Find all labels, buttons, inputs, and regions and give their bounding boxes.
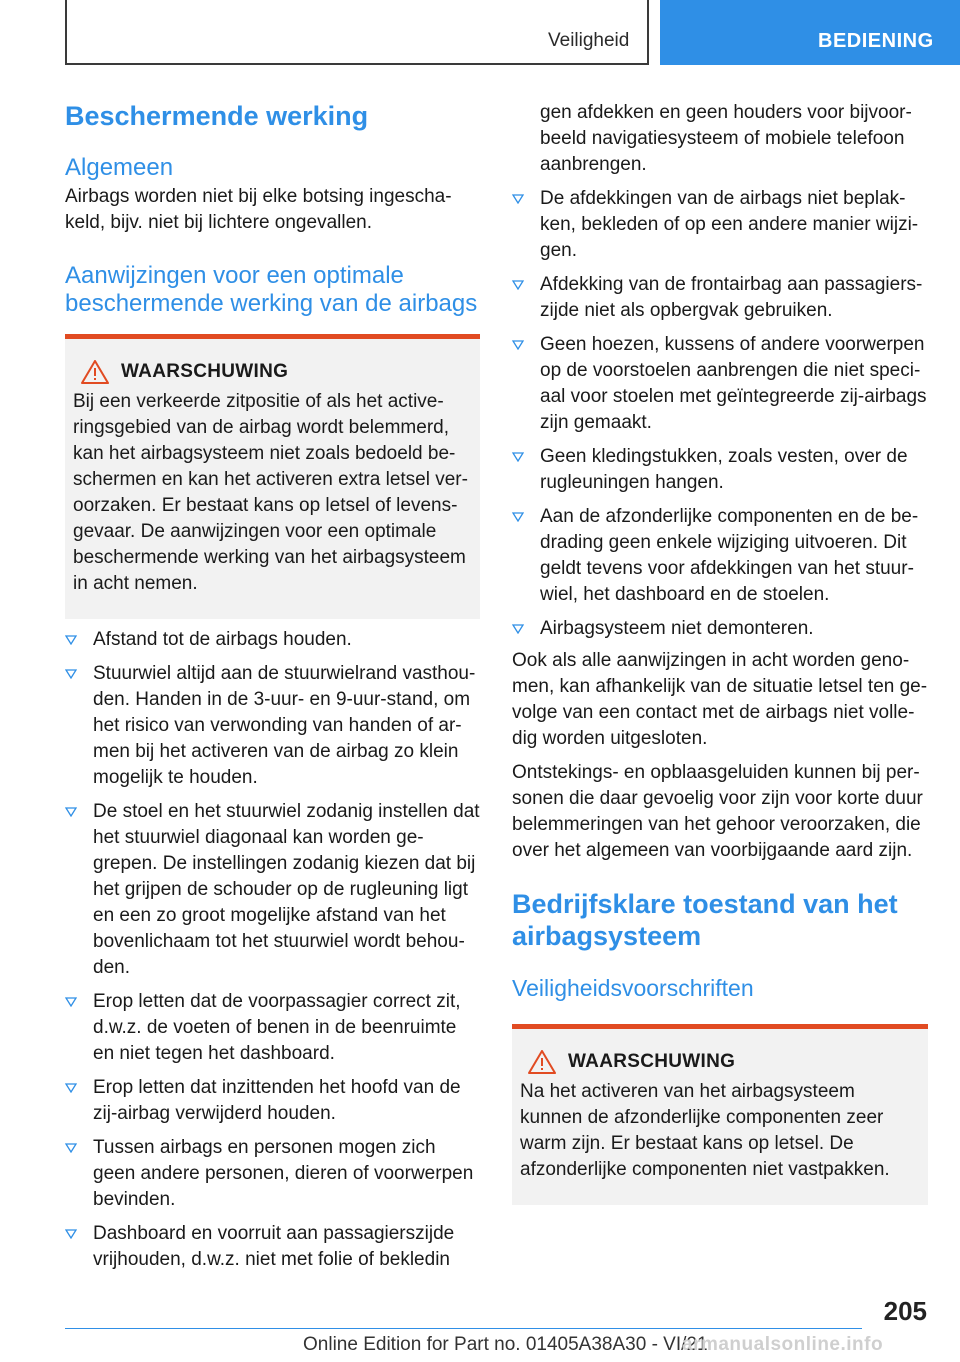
list-item: Afstand tot de airbags houden. xyxy=(65,627,480,653)
guideline-list-continued xyxy=(512,100,928,642)
list-item: Airbagsysteem niet demonteren. xyxy=(512,616,928,642)
list-item: Tussen airbags en personen mogen zich geen andere personen, dieren of voorwerpen bevinden. xyxy=(65,1135,480,1213)
page-number: 205 xyxy=(883,1296,927,1326)
warning-title: WAARSCHUWING xyxy=(568,1051,736,1072)
warning-text: Bij een verkeerde zitpositie of als het activeringsgebied van de airbag wordt belemmerd, kan het airbagsysteem niet zoals bedoeld beschermen en kan het activeren extra letsel veroorzaken. Er bestaat kans op letsel of levensgevaar. De aanwijzingen voor een optimale beschermende werking van het airbagsysteem in acht nemen. xyxy=(73,391,468,594)
warning-header xyxy=(528,1049,918,1075)
list-item: Geen kledingstukken, zoals vesten, over de rugleuningen hangen. xyxy=(512,444,928,496)
footer-edition: Online Edition for Part no. 01405A38A30 - VI/21 xyxy=(303,1334,708,1355)
warning-box xyxy=(65,334,480,619)
general-paragraph: Airbags worden niet bij elke botsing ingeschakeld, bijv. niet bij lichtere ongevallen. xyxy=(65,186,452,233)
header-section-title: Veiligheid xyxy=(548,30,630,51)
list-item-continuation: gen afdekken en geen houders voor bijvoorbeeld navigatiesysteem of mobiele telefoon aanbrengen. xyxy=(540,102,912,175)
list-item: De stoel en het stuurwiel zodanig instellen dat het stuurwiel diagonaal kan worden gegrepen. De instellingen zodanig kiezen dat bij het grijpen de schouder op de rugleuning ligt en een zo groot mogelijke afstand van het bovenlichaam tot het stuurwiel wordt behouden. xyxy=(65,799,480,981)
list-item: Aan de afzonderlijke componenten en de bedrading geen enkele wijziging uitvoeren. Dit geldt tevens voor afdekkingen van het stuurwiel, het dashboard en de stoelen. xyxy=(512,504,928,608)
triangle-bullet-icon xyxy=(65,635,77,645)
list-item: Stuurwiel altijd aan de stuurwielrand vasthouden. Handen in de 3-uur- en 9-uur-stand, om het risico van verwonding van handen of armen bij het activeren van de airbag zo klein mogelijk te houden. xyxy=(65,661,480,791)
warning-triangle-icon xyxy=(81,360,109,384)
triangle-bullet-icon xyxy=(512,512,524,522)
warning-text: Na het activeren van het airbagsysteem kunnen de afzonderlijke componenten zeer warm zijn. Er bestaat kans op letsel. De afzonderlijke componenten niet vastpakken. xyxy=(520,1081,890,1180)
list-item: Geen hoezen, kussens of andere voorwerpen op de voorstoelen aanbrengen die niet speciaal voor stoelen met geïntegreerde zij-airbags zijn gemaakt. xyxy=(512,332,928,436)
list-item: Erop letten dat inzittenden het hoofd van de zij-airbag verwijderd houden. xyxy=(65,1075,480,1127)
triangle-bullet-icon xyxy=(65,1143,77,1153)
paragraph-noise: Ontstekings- en opblaasgeluiden kunnen bij personen die daar gevoelig voor zijn voor korte duur belemmeringen van het gehoor veroorzaken, die over het algemeen van voorbijgaande aard zijn. xyxy=(512,762,923,861)
list-item: De afdekkingen van de airbags niet beplakken, bekleden of op een andere manier wijzigen. xyxy=(512,186,928,264)
subsection-title-safety: Veiligheidsvoorschriften xyxy=(512,975,754,1001)
triangle-bullet-icon xyxy=(512,340,524,350)
triangle-bullet-icon xyxy=(65,1083,77,1093)
list-item: Afdekking van de frontairbag aan passagierszijde niet als opbergvak gebruiken. xyxy=(512,272,928,324)
footer-rule xyxy=(65,1328,862,1329)
warning-header xyxy=(81,359,470,385)
triangle-bullet-icon xyxy=(65,807,77,817)
list-item: Erop letten dat de voorpassagier correct zit, d.w.z. de voeten of benen in de beenruimte en niet tegen het dashboard. xyxy=(65,989,480,1067)
triangle-bullet-icon xyxy=(512,624,524,634)
section-title-readiness: Bedrijfsklare toestand van het airbagsysteem xyxy=(512,889,898,951)
guideline-list xyxy=(65,627,480,1273)
triangle-bullet-icon xyxy=(512,194,524,204)
header-chapter-tab: BEDIENING xyxy=(660,0,960,65)
right-column xyxy=(512,100,928,1205)
triangle-bullet-icon xyxy=(65,997,77,1007)
left-column xyxy=(65,100,480,1273)
footer-watermark: armanualsonline.info xyxy=(682,1334,884,1355)
warning-box xyxy=(512,1024,928,1205)
triangle-bullet-icon xyxy=(512,280,524,290)
section-title: Beschermende werking xyxy=(65,101,369,131)
warning-title: WAARSCHUWING xyxy=(121,361,289,382)
paragraph-residual-risk: Ook als alle aanwijzingen in acht worden genomen, kan afhankelijk van de situatie letsel ten gevolge van een contact met de airbags niet volledig worden uitgesloten. xyxy=(512,650,928,749)
subsection-title-general: Algemeen xyxy=(65,154,174,181)
triangle-bullet-icon xyxy=(512,452,524,462)
triangle-bullet-icon xyxy=(65,669,77,679)
triangle-bullet-icon xyxy=(65,1229,77,1239)
warning-triangle-icon xyxy=(528,1050,556,1074)
subsection-title-guidelines: Aanwijzingen voor een optimale beschermende werking van de airbags xyxy=(65,262,478,317)
list-item: Dashboard en voorruit aan passagierszijde vrijhouden, d.w.z. niet met folie of bekledin xyxy=(65,1221,480,1273)
